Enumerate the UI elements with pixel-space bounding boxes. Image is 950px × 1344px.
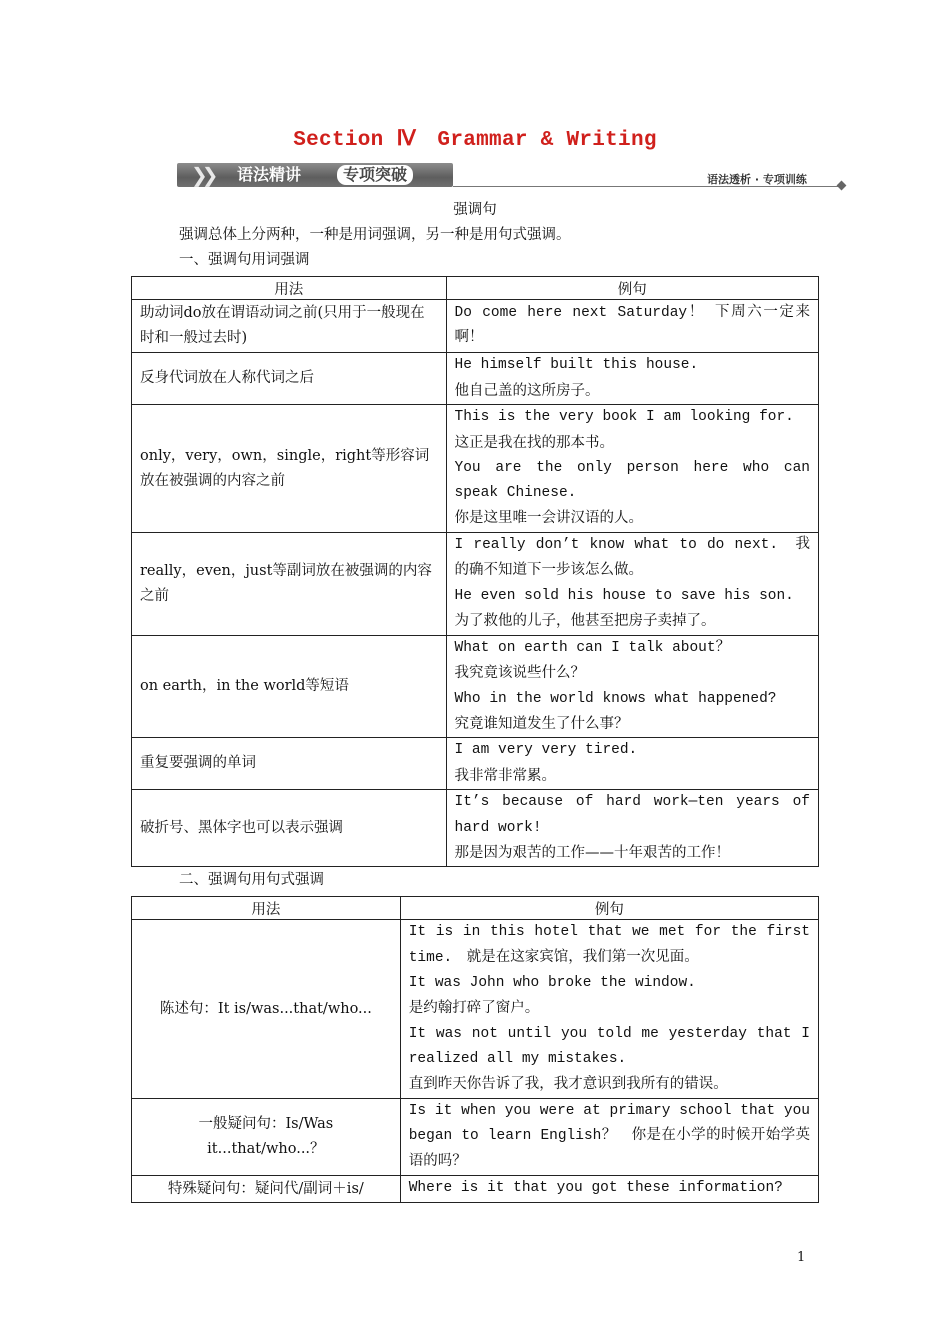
section-banner bbox=[177, 160, 849, 190]
example-cell bbox=[400, 920, 818, 1099]
example-cell bbox=[446, 405, 818, 533]
table-row bbox=[132, 533, 819, 636]
example-line: I am very very tired. bbox=[454, 742, 638, 759]
example-translation: 我究竟该说些什么？ bbox=[454, 665, 586, 682]
banner-label-right: 语法透析 · 专项训练 bbox=[707, 173, 807, 186]
diamond-icon bbox=[837, 181, 847, 191]
table-row bbox=[132, 300, 819, 353]
emphasis-structure-table bbox=[131, 896, 819, 1203]
example-line: This is the very book I am looking for. bbox=[454, 409, 794, 426]
example-line: What on earth can I talk about？ bbox=[454, 640, 731, 656]
example-translation: 他自己盖的这所房子。 bbox=[454, 382, 600, 399]
example-cell bbox=[400, 1099, 818, 1176]
usage-cell: 一般疑问句：Is/Was it...that/who...？ bbox=[132, 1099, 401, 1176]
usage-cell: 特殊疑问句：疑问代/副词＋is/ bbox=[132, 1176, 401, 1203]
table-header-row bbox=[132, 277, 819, 300]
example-line: It was not until you told me yesterday that I realized all my mistakes. bbox=[408, 1025, 810, 1067]
usage-cell: 破折号、黑体字也可以表示强调 bbox=[132, 790, 447, 867]
example-line: I really don’t know what to do next. 我的确不知道下一步该怎么做。 bbox=[454, 537, 810, 579]
banner-label-badge: 专项突破 bbox=[337, 165, 413, 185]
usage-cell: only，very，own，single，right等形容词放在被强调的内容之前 bbox=[132, 405, 447, 533]
emphasis-word-table bbox=[131, 276, 819, 867]
table-row bbox=[132, 790, 819, 867]
example-line: Where is it that you got these information? bbox=[408, 1180, 783, 1197]
table-row bbox=[132, 353, 819, 405]
header-example: 例句 bbox=[446, 277, 818, 300]
table-row bbox=[132, 1176, 819, 1203]
table-row bbox=[132, 1099, 819, 1176]
banner-label-left: 语法精讲 bbox=[237, 165, 302, 184]
double-chevron-icon: ❯❯ bbox=[191, 163, 213, 187]
section-heading: 强调句 bbox=[453, 202, 497, 218]
usage-cell: 反身代词放在人称代词之后 bbox=[132, 353, 447, 405]
usage-cell: 助动词do放在谓语动词之前(只用于一般现在时和一般过去时) bbox=[132, 300, 447, 353]
page-title: Section Ⅳ Grammar & Writing bbox=[293, 129, 657, 152]
example-translation: 这正是我在找的那本书。 bbox=[454, 434, 615, 451]
example-line: Who in the world knows what happened? bbox=[454, 690, 777, 707]
page-number: 1 bbox=[797, 1250, 806, 1265]
usage-cell: 重复要强调的单词 bbox=[132, 738, 447, 790]
example-translation: 你是这里唯一会讲汉语的人。 bbox=[454, 510, 644, 527]
example-cell bbox=[446, 790, 818, 867]
example-line: He himself built this house. bbox=[454, 357, 699, 374]
usage-cell: really，even，just等副词放在被强调的内容之前 bbox=[132, 533, 447, 636]
example-translation: 那是因为艰苦的工作——十年艰苦的工作！ bbox=[454, 844, 731, 861]
example-line: You are the only person here who can speak Chinese. bbox=[454, 459, 810, 502]
example-cell bbox=[446, 533, 818, 636]
part1-heading: 一、强调句用词强调 bbox=[179, 252, 310, 268]
example-cell bbox=[446, 738, 818, 790]
example-line: He even sold his house to save his son. bbox=[454, 588, 794, 604]
table-row bbox=[132, 636, 819, 738]
example-line: It’s because of hard work—ten years of hard work! bbox=[454, 794, 810, 836]
header-example: 例句 bbox=[400, 897, 818, 920]
example-cell bbox=[446, 353, 818, 405]
table-header-row bbox=[132, 897, 819, 920]
example-translation: 直到昨天你告诉了我，我才意识到我所有的错误。 bbox=[408, 1076, 728, 1093]
table-row bbox=[132, 738, 819, 790]
example-cell bbox=[446, 636, 818, 738]
example-translation: 究竟谁知道发生了什么事？ bbox=[454, 715, 629, 732]
example-cell bbox=[446, 300, 818, 353]
example-line: It is in this hotel that we met for the first time. 就是在这家宾馆，我们第一次见面。 bbox=[408, 924, 810, 966]
part2-heading: 二、强调句用句式强调 bbox=[179, 872, 324, 888]
intro-text: 强调总体上分两种，一种是用词强调，另一种是用句式强调。 bbox=[179, 227, 571, 243]
example-translation: 我非常非常累。 bbox=[454, 767, 557, 784]
header-usage: 用法 bbox=[132, 897, 401, 920]
usage-cell: 陈述句：It is/was...that/who... bbox=[132, 920, 401, 1099]
table-row bbox=[132, 920, 819, 1099]
usage-cell: on earth，in the world等短语 bbox=[132, 636, 447, 738]
example-line: It was John who broke the window. bbox=[408, 975, 696, 992]
example-translation: 是约翰打碎了窗户。 bbox=[408, 1000, 540, 1017]
example-line: Is it when you were at primary school that you began to learn English？ 你是在小学的时候开始学英语的吗？ bbox=[408, 1103, 810, 1170]
table-row bbox=[132, 405, 819, 533]
example-line: Do come here next Saturday！ 下周六一定来啊！ bbox=[454, 304, 810, 346]
header-usage: 用法 bbox=[132, 277, 447, 300]
example-cell bbox=[400, 1176, 818, 1203]
example-translation: 为了救他的儿子，他甚至把房子卖掉了。 bbox=[454, 613, 716, 630]
